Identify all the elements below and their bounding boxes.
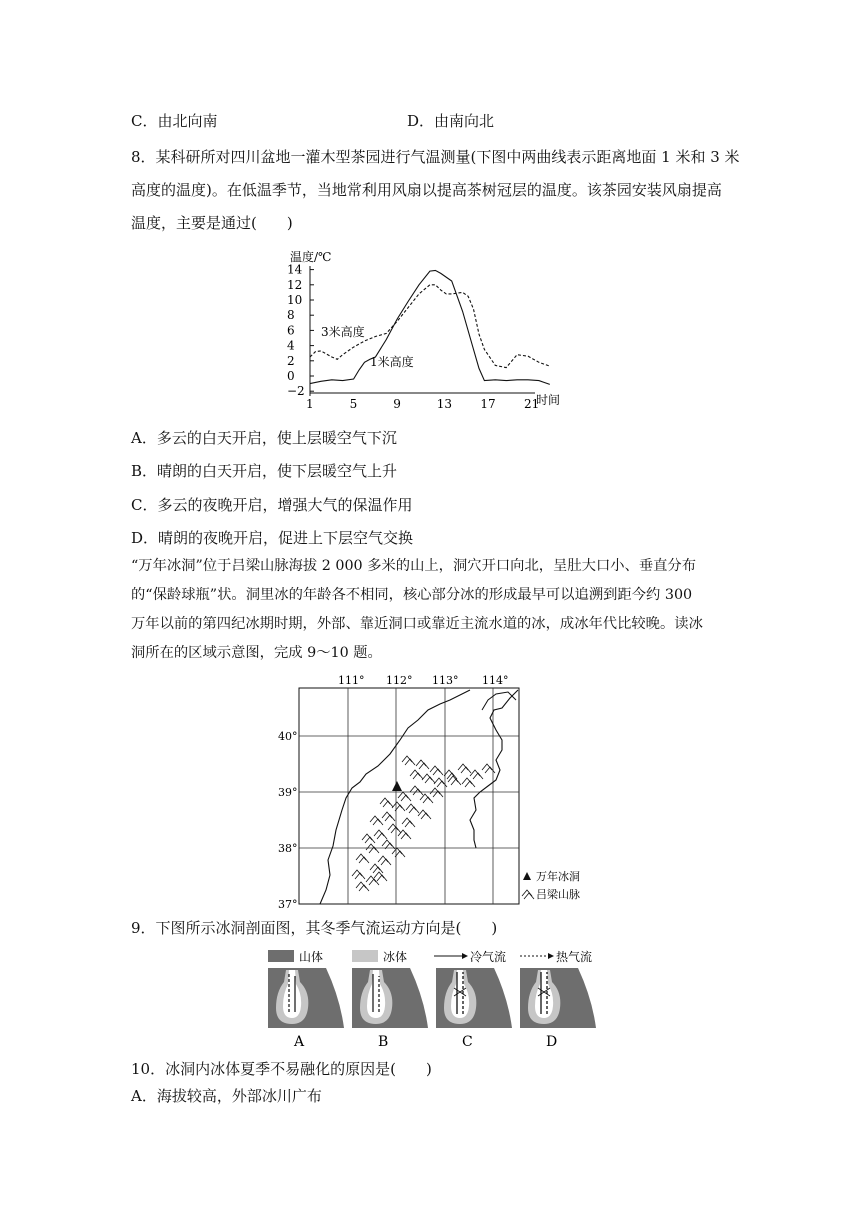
map-frame bbox=[299, 688, 519, 904]
ice-cave-sections bbox=[262, 946, 602, 1046]
cave-section-b bbox=[352, 968, 428, 1046]
lon-label-111: 111° bbox=[338, 674, 365, 687]
lon-label-113: 113° bbox=[432, 674, 459, 687]
mountain-symbol bbox=[356, 882, 369, 891]
mountain-symbol bbox=[418, 810, 431, 819]
mountain-symbol bbox=[430, 788, 443, 797]
q8-stem-line2: 高度的温度)。在低温季节，当地常利用风扇以提高茶树冠层的温度。该茶园安装风扇提高 bbox=[131, 181, 722, 199]
mountain-symbol bbox=[444, 770, 457, 779]
mountain-symbol bbox=[356, 854, 369, 863]
q9-stem: 9．下图所示冰洞剖面图，其冬季气流运动方向是( ) bbox=[131, 919, 498, 937]
passage-line4: 洞所在的区域示意图，完成 9～10 题。 bbox=[131, 645, 382, 661]
mountain-symbol bbox=[420, 794, 433, 803]
lon-label-114: 114° bbox=[482, 674, 509, 687]
legend-warm-text: 热气流 bbox=[556, 950, 593, 964]
y-tick-label: 2 bbox=[287, 353, 295, 368]
passage-line3: 万年以前的第四纪冰期时期，外部、靠近洞口或靠近主流水道的冰，成冰年代比较晚。读冰 bbox=[131, 616, 703, 632]
option-d-q7: D．由南向北 bbox=[407, 112, 495, 130]
legend-mountain-label: 吕梁山脉 bbox=[536, 888, 580, 901]
cave-section-label: C bbox=[462, 1034, 473, 1046]
y-tick-label: 0 bbox=[287, 369, 295, 383]
mountain-symbol bbox=[374, 872, 387, 881]
series-label-1m: 1米高度 bbox=[370, 355, 414, 369]
mountain-symbol bbox=[370, 816, 383, 825]
lat-label-39: 39° bbox=[278, 786, 298, 799]
cave-section-c bbox=[436, 968, 512, 1046]
q8-option-a: A．多云的白天开启，使上层暖空气下沉 bbox=[131, 429, 397, 447]
mountain-symbol bbox=[362, 834, 375, 843]
x-tick-label: 21 bbox=[524, 397, 540, 411]
mountain-symbol bbox=[366, 844, 379, 853]
mountain-symbol bbox=[430, 766, 443, 775]
option-c-q7: C．由北向南 bbox=[131, 112, 218, 130]
legend-mountain-swatch bbox=[268, 950, 294, 962]
legend-cave-icon bbox=[523, 872, 531, 880]
mountain-symbol bbox=[398, 792, 411, 801]
mountain-symbol bbox=[388, 824, 401, 833]
y-tick-label: −2 bbox=[287, 384, 305, 399]
series-label-3m: 3米高度 bbox=[321, 325, 365, 339]
cave-section-d bbox=[520, 968, 596, 1046]
mountain-symbol bbox=[406, 804, 419, 813]
region-map bbox=[270, 670, 600, 910]
legend-cave-label: 万年冰洞 bbox=[536, 870, 580, 883]
chart-xlabel: 时间 bbox=[536, 393, 561, 407]
q8-option-b: B．晴朗的白天开启，使下层暖空气上升 bbox=[131, 462, 398, 480]
y-tick-label: 10 bbox=[287, 293, 303, 307]
lat-label-37: 37° bbox=[278, 898, 298, 910]
mountain-symbol bbox=[402, 818, 415, 827]
mountain-symbol bbox=[416, 760, 429, 769]
y-tick-label: 14 bbox=[287, 262, 303, 277]
y-tick-label: 12 bbox=[287, 277, 303, 292]
ice-cave-marker bbox=[392, 781, 402, 791]
mountain-symbol bbox=[422, 774, 435, 783]
lat-label-38: 38° bbox=[278, 842, 298, 855]
mountain-symbol bbox=[380, 798, 393, 807]
chart-ylabel: 温度/℃ bbox=[290, 250, 332, 264]
mountain-symbol bbox=[392, 802, 405, 811]
lat-label-40: 40° bbox=[278, 730, 298, 743]
mountain-symbol bbox=[462, 778, 475, 787]
q8-stem-line1: 8．某科研所对四川盆地一灌木型茶园进行气温测量(下图中两曲线表示距离地面 1 米和 3 米 bbox=[131, 148, 740, 166]
x-tick-label: 13 bbox=[436, 397, 453, 411]
mountain-symbol bbox=[402, 756, 415, 765]
legend-ice-swatch bbox=[352, 950, 378, 962]
y-tick-label: 4 bbox=[287, 338, 295, 353]
mountain-symbol bbox=[382, 812, 395, 821]
mountain-symbol bbox=[392, 848, 405, 857]
cave-section-label: B bbox=[378, 1034, 389, 1046]
x-tick-label: 1 bbox=[306, 397, 314, 411]
mountain-symbol bbox=[470, 770, 483, 779]
legend-mountain-text: 山体 bbox=[299, 950, 324, 964]
inner-boundary bbox=[482, 692, 516, 710]
cave-section-label: D bbox=[546, 1034, 558, 1046]
mountain-symbol bbox=[448, 776, 461, 785]
passage-line1: “万年冰洞”位于吕梁山脉海拔 2 000 多米的山上，洞穴开口向北，呈肚大口小、垂直分布 bbox=[131, 558, 697, 574]
mountain-symbol bbox=[374, 830, 387, 839]
cave-section-a bbox=[268, 968, 344, 1046]
passage-line2: 的“保龄球瓶”状。洞里冰的年龄各不相同，核心部分冰的形成最早可以追溯到距今约 300 bbox=[131, 587, 693, 603]
y-tick-label: 8 bbox=[287, 308, 295, 323]
mountain-symbol bbox=[410, 770, 423, 779]
y-tick-label: 6 bbox=[287, 323, 295, 338]
mountain-symbol bbox=[352, 870, 365, 879]
q8-option-c: C．多云的夜晚开启，增强大气的保温作用 bbox=[131, 496, 413, 514]
q10-option-a: A．海拔较高，外部冰川广布 bbox=[131, 1087, 322, 1105]
mountain-symbol bbox=[458, 764, 471, 773]
mountain-symbol bbox=[378, 856, 391, 865]
q8-option-d: D．晴朗的夜晚开启，促进上下层空气交换 bbox=[131, 529, 414, 547]
cave-section-label: A bbox=[294, 1034, 305, 1046]
mountain-symbol bbox=[410, 786, 423, 795]
legend-cold-text: 冷气流 bbox=[470, 950, 507, 964]
legend-mountain-icon bbox=[522, 890, 534, 899]
x-tick-label: 5 bbox=[349, 397, 358, 411]
legend-ice-text: 冰体 bbox=[383, 950, 408, 964]
q10-stem: 10．冰洞内冰体夏季不易融化的原因是( ) bbox=[131, 1060, 432, 1078]
x-tick-label: 17 bbox=[480, 397, 496, 411]
temperature-chart bbox=[285, 244, 585, 414]
x-tick-label: 9 bbox=[393, 397, 401, 411]
mountain-symbol bbox=[370, 864, 383, 873]
lon-label-112: 112° bbox=[386, 674, 413, 687]
province-boundary bbox=[320, 690, 518, 904]
q8-stem-line3: 温度，主要是通过( ) bbox=[131, 214, 293, 232]
